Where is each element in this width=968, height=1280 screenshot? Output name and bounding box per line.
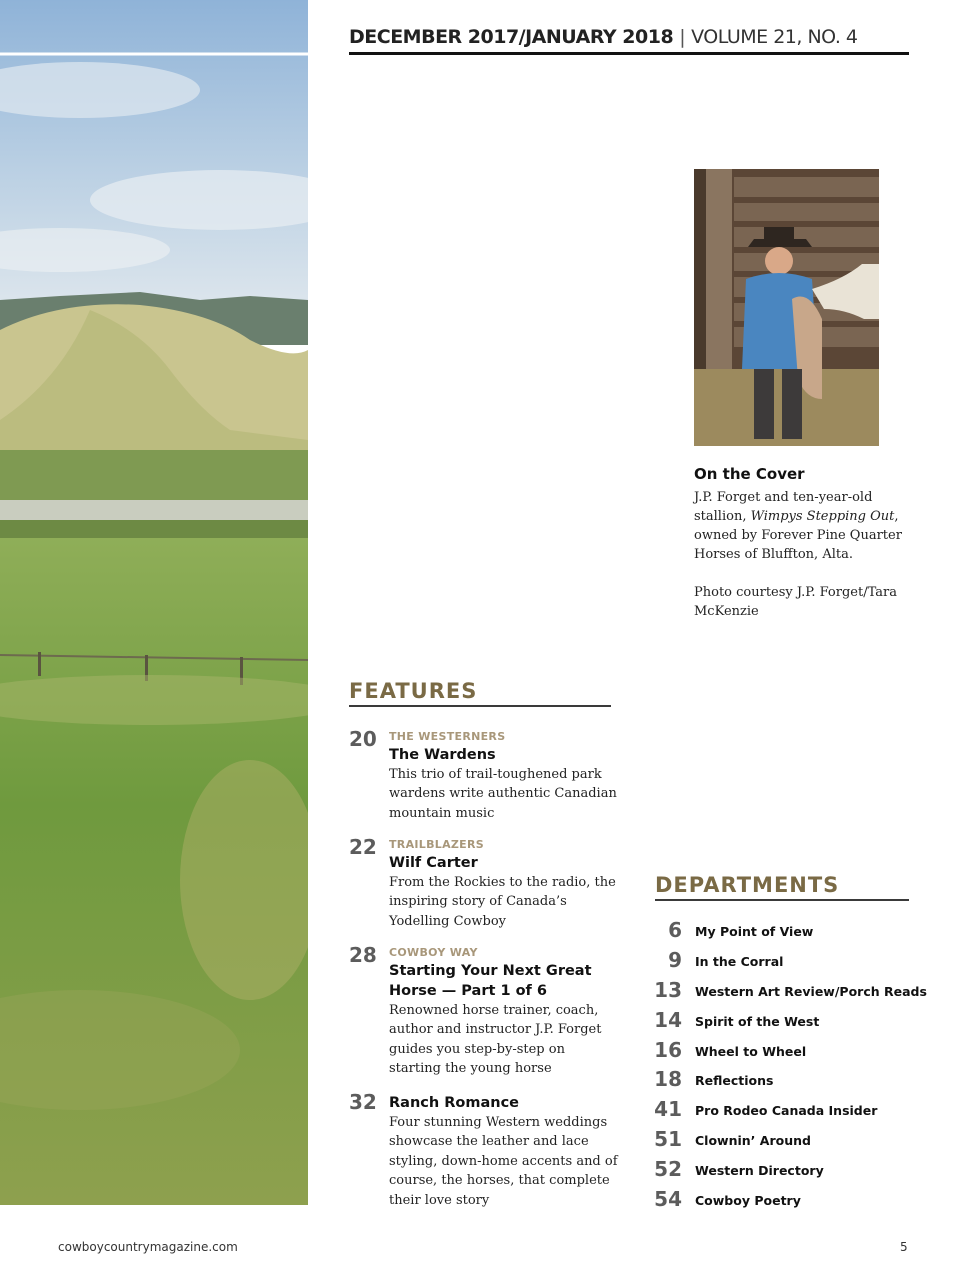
issue-date: DECEMBER 2017/JANUARY 2018 <box>349 26 674 48</box>
footer-website[interactable]: cowboycountrymagazine.com <box>58 1240 238 1254</box>
department-name: Reflections <box>695 1073 774 1089</box>
department-page-number: 16 <box>654 1037 682 1062</box>
department-item[interactable] <box>650 1156 920 1186</box>
department-page-number: 18 <box>654 1067 682 1092</box>
department-page-number: 51 <box>654 1127 682 1152</box>
department-item[interactable] <box>650 1126 920 1156</box>
feature-item[interactable] <box>349 727 619 823</box>
department-item[interactable] <box>650 947 920 977</box>
header-separator: | <box>679 26 686 48</box>
department-page-number: 13 <box>654 977 682 1002</box>
issue-header <box>349 26 909 55</box>
department-name: Western Art Review/Porch Reads <box>695 983 927 999</box>
feature-kicker: COWBOY WAY <box>389 946 478 959</box>
feature-page-number: 32 <box>349 1090 377 1114</box>
department-page-number: 14 <box>654 1007 682 1032</box>
feature-title: Wilf Carter <box>389 855 478 871</box>
feature-page-number: 20 <box>349 727 377 751</box>
feature-item[interactable] <box>349 835 619 931</box>
feature-kicker: THE WESTERNERS <box>389 730 506 743</box>
department-page-number: 41 <box>654 1097 682 1122</box>
feature-title: Ranch Romance <box>389 1095 520 1111</box>
department-item[interactable] <box>650 1186 920 1216</box>
cover-title: On the Cover <box>694 465 805 483</box>
department-item[interactable] <box>650 977 927 1007</box>
feature-item[interactable] <box>349 1090 619 1210</box>
volume-number: VOLUME 21, NO. 4 <box>691 26 858 48</box>
feature-page-number: 22 <box>349 835 377 859</box>
footer-page-number: 5 <box>900 1240 908 1254</box>
department-page-number: 54 <box>654 1187 682 1212</box>
horse-name: Wimpys Stepping Out <box>750 509 895 524</box>
feature-title: Starting Your Next Great Horse — Part 1 of 6 <box>389 963 592 999</box>
feature-description: Renowned horse trainer, coach, author and instructor J.P. Forget guides you step-by-step on starting the young horse <box>389 1003 602 1077</box>
department-item[interactable] <box>650 917 920 947</box>
landscape-photo <box>0 0 308 1205</box>
department-name: Western Directory <box>695 1163 824 1179</box>
feature-title: The Wardens <box>389 747 496 763</box>
feature-description: This trio of trail-toughened park wardens write authentic Canadian mountain music <box>389 767 617 821</box>
departments-list <box>650 917 927 1216</box>
department-name: My Point of View <box>695 924 814 939</box>
feature-kicker: TRAILBLAZERS <box>389 838 484 851</box>
department-item[interactable] <box>650 1007 920 1037</box>
cover-description: J.P. Forget and ten-year-old stallion, Wimpys Stepping Out, owned by Forever Pine Quarter Horses of Bluffton, Alta. <box>694 490 902 562</box>
department-name: Cowboy Poetry <box>695 1193 801 1209</box>
cover-photo <box>694 169 879 446</box>
department-name: Pro Rodeo Canada Insider <box>695 1103 878 1119</box>
department-item[interactable] <box>650 1037 920 1067</box>
department-name: Wheel to Wheel <box>695 1043 807 1059</box>
feature-page-number: 28 <box>349 943 377 967</box>
feature-description: From the Rockies to the radio, the inspiring story of Canada’s Yodelling Cowboy <box>389 875 616 929</box>
feature-item[interactable] <box>349 943 619 1079</box>
feature-description: Four stunning Western weddings showcase the leather and lace styling, down-home accents and of course, the horses, that complete their love story <box>389 1115 618 1208</box>
department-name: Clownin’ Around <box>695 1133 811 1149</box>
department-name: In the Corral <box>695 953 784 969</box>
department-name: Spirit of the West <box>695 1013 820 1029</box>
department-page-number: 6 <box>668 918 682 942</box>
department-item[interactable] <box>650 1066 920 1096</box>
department-page-number: 9 <box>668 947 682 972</box>
department-page-number: 52 <box>654 1157 682 1182</box>
department-item[interactable] <box>650 1096 920 1126</box>
departments-heading: DEPARTMENTS <box>655 873 909 901</box>
features-heading: FEATURES <box>349 679 611 707</box>
photo-credit: Photo courtesy J.P. Forget/Tara McKenzie <box>694 585 897 619</box>
